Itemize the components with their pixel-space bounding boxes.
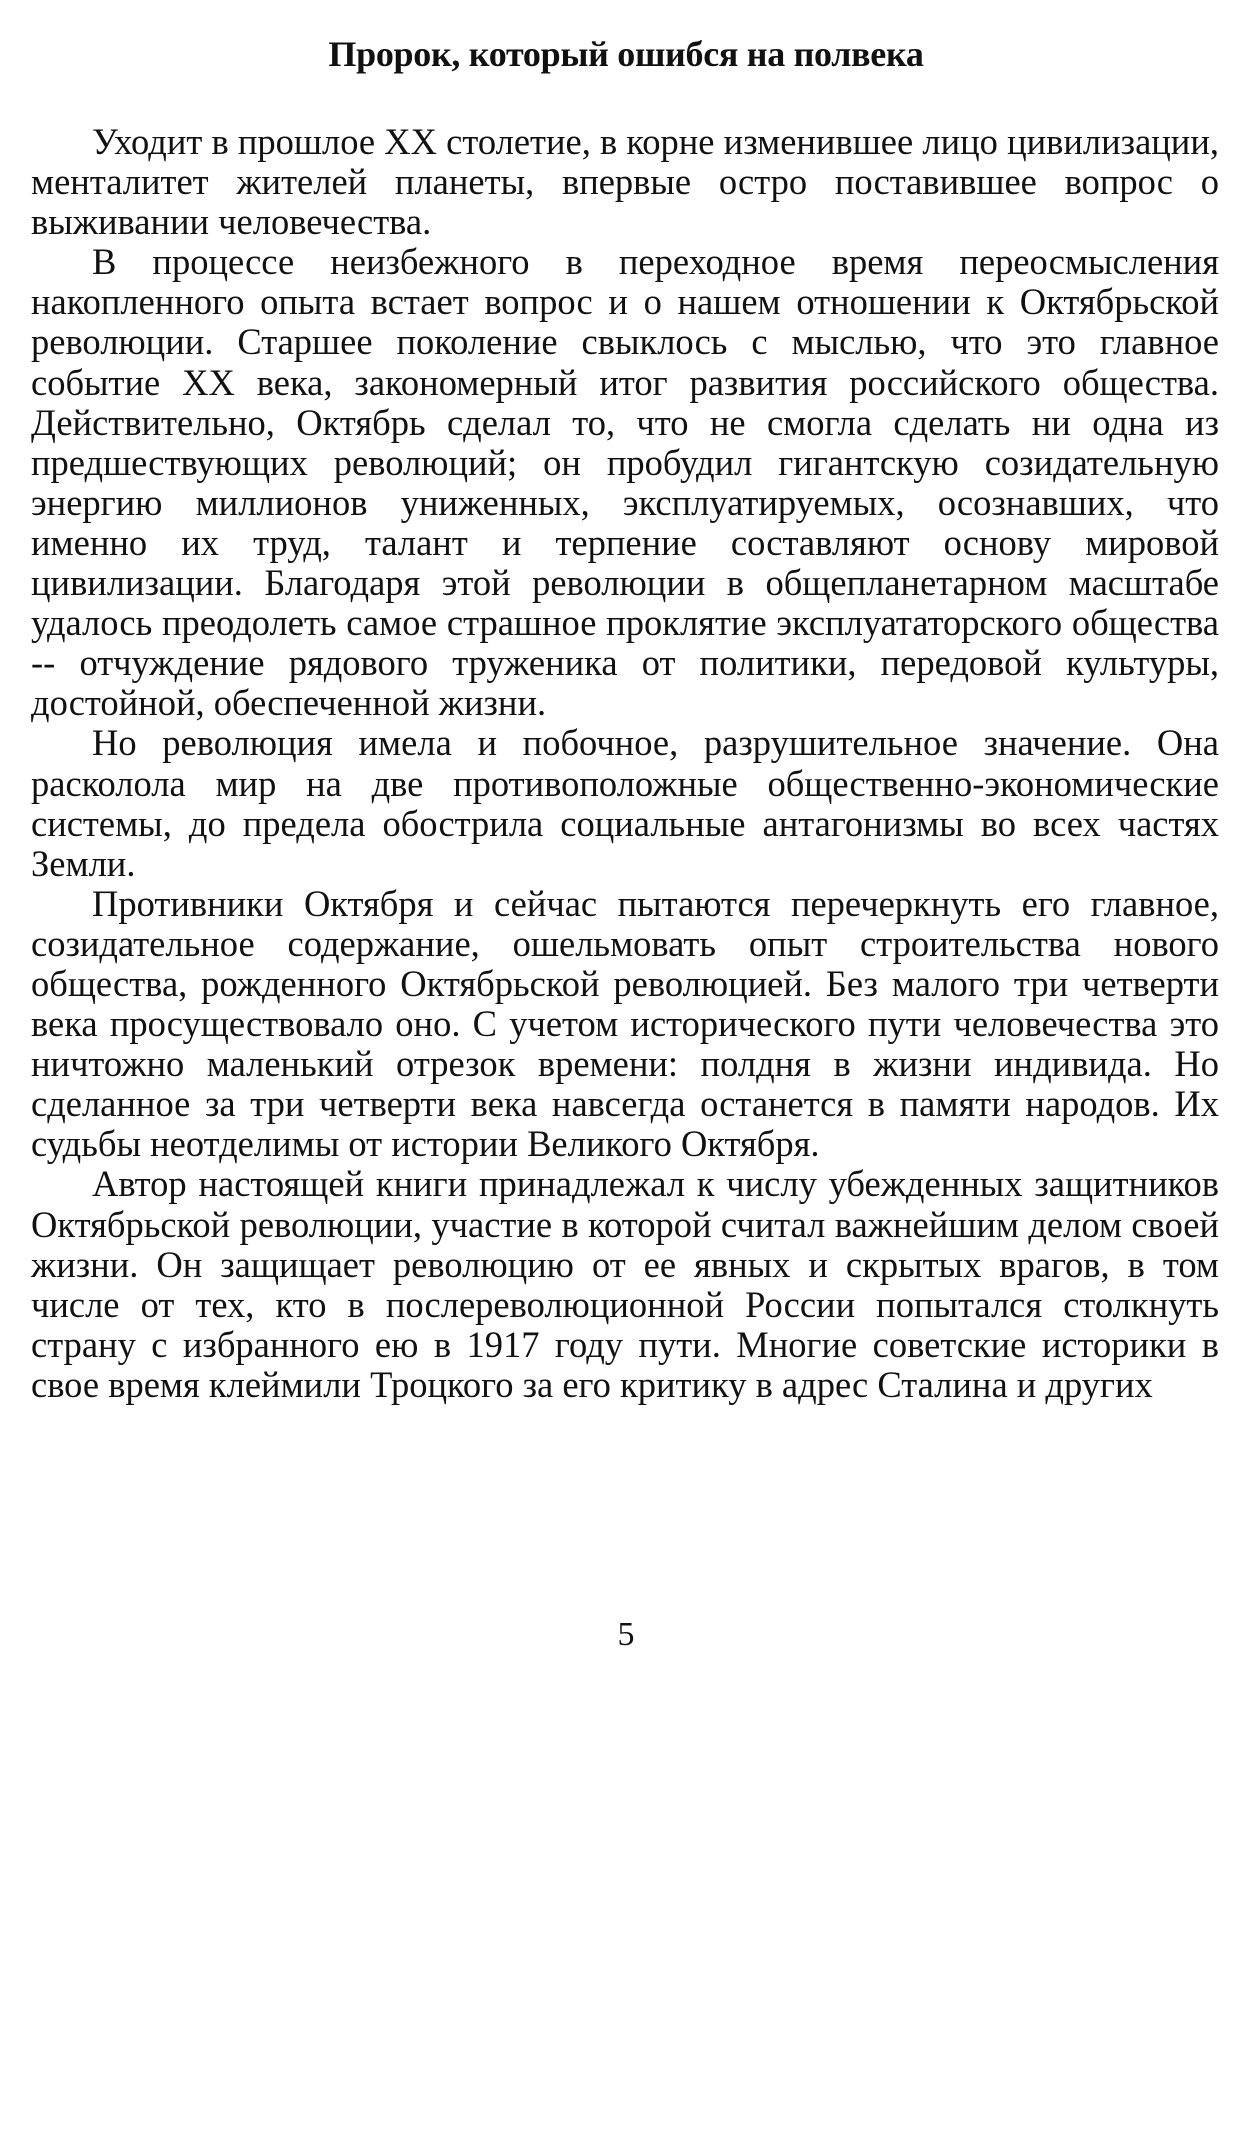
chapter-title: Пророк, который ошибся на полвека — [328, 34, 924, 74]
page-number: 5 — [617, 1616, 635, 1653]
paragraph: Противники Октября и сейчас пытаются перечеркнуть его главное, созидательное содержание, ошельмовать опыт строительства нового общества, рожденного Октябрьской революцией. Без малого три четверти века просуществовало оно. С учетом исторического пути человечества это ничтожно маленький отрезок времени: полдня в жизни индивида. Но сделанное за три четверти века навсегда останется в памяти народов. Их судьбы неотделимы от истории Великого Октября. — [31, 882, 1219, 1165]
paragraph: Автор настоящей книги принадлежал к числу убежденных защитников Октябрьской революции, участие в которой считал важнейшим делом своей жизни. Он защищает революцию от ее явных и скрытых врагов, в том числе от тех, кто в послереволюционной России попытался столкнуть страну с избранного ею в 1917 году пути. Многие советские историки в свое время клеймили Троцкого за его критику в адрес Сталина и других — [31, 1163, 1219, 1405]
paragraph: Уходит в прошлое XX столетие, в корне изменившее лицо цивилизации, менталитет жителей планеты, впервые остро поставившее вопрос о выживании человечества. — [31, 121, 1219, 243]
body-text — [31, 122, 1219, 1405]
paragraph: В процессе неизбежного в переходное время переосмысления накопленного опыта встает вопрос и о нашем отношении к Октябрьской революции. Старшее поколение свыклось с мыслью, что это главное событие XX века, закономерный итог развития российского общества. Действительно, Октябрь сделал то, что не смогла сделать ни одна из предшествующих революций; он пробудил гигантскую созидательную энергию миллионов униженных, эксплуатируемых, осознавших, что именно их труд, талант и терпение составляют основу мировой цивилизации. Благодаря этой революции в общепланетарном масштабе удалось преодолеть самое страшное проклятие эксплуататорского общества -- отчуждение рядового труженика от политики, передовой культуры, достойной, обеспеченной жизни. — [31, 241, 1219, 724]
paragraph: Но революция имела и побочное, разрушительное значение. Она расколола мир на две противоположные общественно-экономические системы, до предела обострила социальные антагонизмы во всех частях Земли. — [31, 722, 1219, 884]
